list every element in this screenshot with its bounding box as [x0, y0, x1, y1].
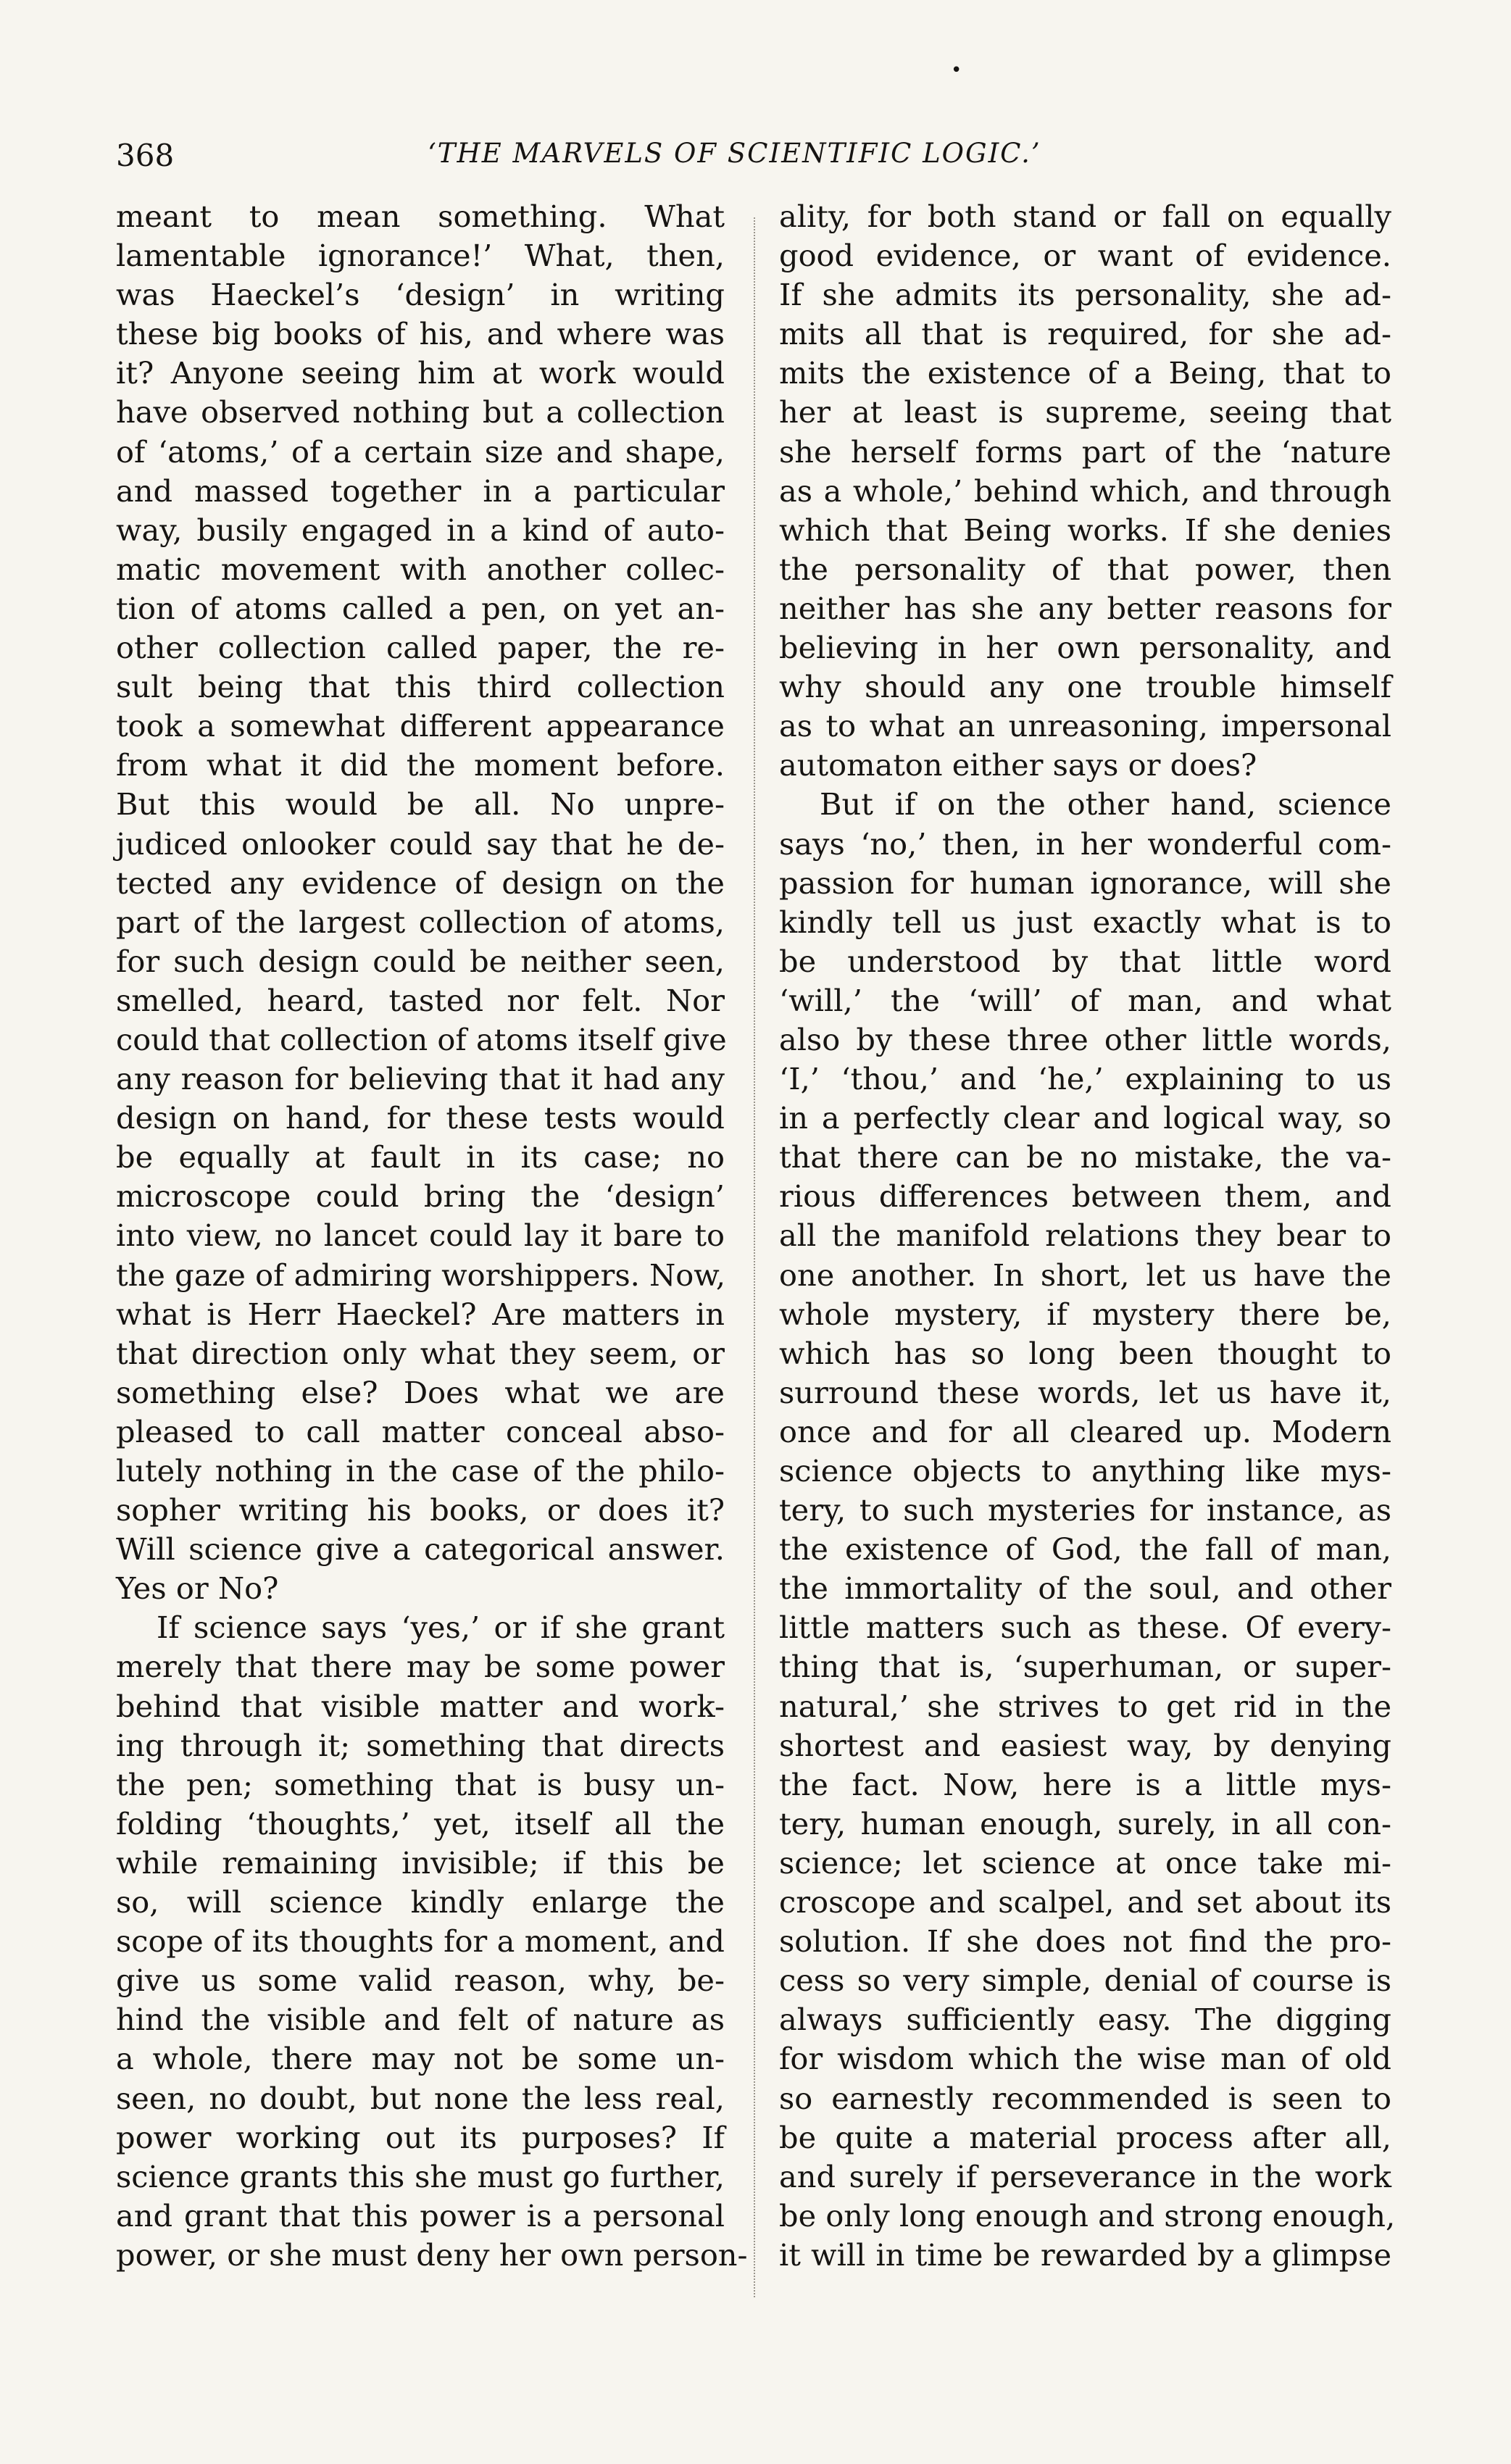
text-line: that direction only what they seem, or [116, 1335, 725, 1371]
text-line: for such design could be neither seen, [116, 943, 725, 979]
text-line: rious differences between them, and [779, 1178, 1391, 1215]
text-line: once and for all cleared up. Modern [779, 1413, 1391, 1449]
text-line: it? Anyone seeing him at work would [116, 355, 725, 391]
text-line: ality, for both stand or fall on equally [779, 199, 1391, 234]
text-line: surround these words, let us have it, [779, 1374, 1391, 1410]
text-line: little matters such as these. Of every- [779, 1610, 1391, 1646]
right-column [779, 197, 1396, 2275]
text-line: ing through it; something that directs [116, 1727, 725, 1763]
text-line: science grants this she must go further, [116, 2158, 725, 2194]
text-line: believing in her own personality, and [779, 630, 1391, 666]
text-line: But this would be all. No unpre- [116, 786, 725, 823]
text-line: shortest and easiest way, by denying [779, 1727, 1391, 1763]
text-line: says ‘no,’ then, in her wonderful com- [779, 825, 1391, 862]
text-line: the existence of God, the fall of man, [779, 1531, 1391, 1568]
text-line: as a whole,’ behind which, and through [779, 473, 1391, 509]
text-line: But if on the other hand, science [820, 786, 1391, 823]
text-line: tion of atoms called a pen, on yet an- [116, 590, 725, 626]
text-line: was Haeckel’s ‘design’ in writing [116, 277, 725, 313]
text-line: any reason for believing that it had any [116, 1061, 725, 1097]
text-line: these big books of his, and where was [116, 316, 725, 352]
text-line: for wisdom which the wise man of old [779, 2041, 1391, 2077]
text-line: kindly tell us just exactly what is to [779, 904, 1391, 940]
text-line: power working out its purposes? If [116, 2119, 725, 2155]
page-header [116, 138, 1391, 181]
text-line: hind the visible and felt of nature as [116, 2002, 725, 2038]
text-line: took a somewhat different appearance [116, 708, 725, 744]
text-line: into view, no lancet could lay it bare to [116, 1218, 725, 1254]
text-line: passion for human ignorance, will she [779, 865, 1391, 901]
text-line: the pen; something that is busy un- [116, 1766, 725, 1802]
text-line: from what it did the moment before. [116, 747, 725, 783]
text-line: smelled, heard, tasted nor felt. Nor [116, 982, 725, 1018]
text-line: which has so long been thought to [779, 1335, 1391, 1371]
text-line: If science says ‘yes,’ or if she grant [157, 1610, 725, 1646]
text-line: science objects to anything like mys- [779, 1453, 1391, 1489]
text-line: she herself forms part of the ‘nature [779, 433, 1391, 470]
text-line: croscope and scalpel, and set about its [779, 1884, 1391, 1920]
running-title: ‘THE MARVELS OF SCIENTIFIC LOGIC.’ [428, 138, 1041, 169]
text-line: If she admits its personality, she ad- [779, 277, 1391, 313]
text-line: while remaining invisible; if this be [116, 1844, 725, 1881]
text-line: mits all that is required, for she ad- [779, 316, 1391, 352]
text-line: something else? Does what we are [116, 1374, 725, 1410]
text-line: cess so very simple, denial of course is [779, 1963, 1391, 1999]
text-line: pleased to call matter conceal abso- [116, 1413, 725, 1449]
text-line: tected any evidence of design on the [116, 865, 725, 901]
text-line: merely that there may be some power [116, 1649, 725, 1685]
text-line: one another. In short, let us have the [779, 1257, 1391, 1293]
text-line: sopher writing his books, or does it? [116, 1492, 725, 1528]
text-line: way, busily engaged in a kind of auto- [116, 512, 725, 548]
text-line: scope of its thoughts for a moment, and [116, 1923, 725, 1960]
text-line: so earnestly recommended is seen to [779, 2080, 1391, 2116]
text-line: as to what an unreasoning, impersonal [779, 708, 1391, 744]
text-line: what is Herr Haeckel? Are matters in [116, 1296, 725, 1332]
text-line: folding ‘thoughts,’ yet, itself all the [116, 1805, 725, 1841]
text-line: the gaze of admiring worshippers. Now, [116, 1257, 726, 1293]
text-line: Yes or No? [116, 1570, 279, 1607]
text-line: the fact. Now, here is a little mys- [779, 1766, 1391, 1802]
text-line: meant to mean something. What [116, 199, 725, 234]
text-line: in a perfectly clear and logical way, so [779, 1100, 1391, 1136]
text-line: neither has she any better reasons for [779, 590, 1391, 626]
text-line: why should any one trouble himself [779, 669, 1391, 705]
text-line: so, will science kindly enlarge the [116, 1884, 725, 1920]
text-line: it will in time be rewarded by a glimpse [779, 2236, 1391, 2273]
text-line: design on hand, for these tests would [116, 1100, 725, 1136]
text-line: ‘will,’ the ‘will’ of man, and what [779, 982, 1391, 1018]
text-line: microscope could bring the ‘design’ [116, 1178, 725, 1215]
text-line: sult being that this third collection [116, 669, 725, 705]
text-line: solution. If she does not find the pro- [779, 1923, 1391, 1960]
text-line: good evidence, or want of evidence. [779, 238, 1391, 274]
text-line: judiced onlooker could say that he de- [116, 825, 725, 862]
text-line: ‘I,’ ‘thou,’ and ‘he,’ explaining to us [779, 1061, 1391, 1097]
text-line: always sufficiently easy. The digging [779, 2002, 1391, 2038]
text-line: Will science give a categorical answer. [116, 1531, 725, 1568]
text-line: and massed together in a particular [116, 473, 725, 509]
text-line: part of the largest collection of atoms, [116, 904, 725, 940]
text-line: seen, no doubt, but none the less real, [116, 2080, 725, 2116]
left-column [116, 197, 748, 2275]
text-line: have observed nothing but a collection [116, 394, 725, 430]
text-line: that there can be no mistake, the va- [779, 1139, 1391, 1175]
text-line: power, or she must deny her own person- [116, 2236, 748, 2273]
text-line: other collection called paper, the re- [116, 630, 725, 666]
text-line: automaton either says or does? [779, 747, 1257, 783]
text-line: lamentable ignorance!’ What, then, [116, 238, 725, 274]
text-line: lutely nothing in the case of the philo- [116, 1453, 725, 1489]
text-line: the personality of that power, then [779, 551, 1391, 587]
text-line: and grant that this power is a personal [116, 2197, 725, 2234]
text-line: the immortality of the soul, and other [779, 1570, 1391, 1607]
column-divider [754, 217, 755, 2297]
text-line: whole mystery, if mystery there be, [779, 1296, 1391, 1332]
text-line: science; let science at once take mi- [779, 1844, 1391, 1881]
text-line: behind that visible matter and work- [116, 1688, 725, 1724]
text-line: tery, to such mysteries for instance, as [779, 1492, 1391, 1528]
text-line: matic movement with another collec- [116, 551, 725, 587]
text-line: a whole, there may not be some un- [116, 2041, 725, 2077]
text-line: which that Being works. If she denies [779, 512, 1391, 548]
text-line: be quite a material process after all, [779, 2119, 1391, 2155]
text-line: thing that is, ‘superhuman, or super- [779, 1649, 1391, 1685]
text-line: be understood by that little word [779, 943, 1391, 979]
text-line: be equally at fault in its case; no [116, 1139, 725, 1175]
page-number: 368 [116, 138, 175, 173]
text-line: give us some valid reason, why, be- [116, 1963, 725, 1999]
text-line: all the manifold relations they bear to [779, 1218, 1391, 1254]
text-line: natural,’ she strives to get rid in the [779, 1688, 1391, 1724]
text-line: be only long enough and strong enough, [779, 2197, 1396, 2234]
text-line: tery, human enough, surely, in all con- [779, 1805, 1391, 1841]
text-line: and surely if perseverance in the work [779, 2158, 1391, 2194]
text-line: her at least is supreme, seeing that [779, 394, 1391, 430]
text-line: of ‘atoms,’ of a certain size and shape, [116, 433, 725, 470]
text-line: mits the existence of a Being, that to [779, 355, 1391, 391]
ink-mark: • [951, 59, 962, 81]
text-line: also by these three other little words, [779, 1021, 1391, 1057]
text-line: could that collection of atoms itself give [116, 1021, 727, 1057]
